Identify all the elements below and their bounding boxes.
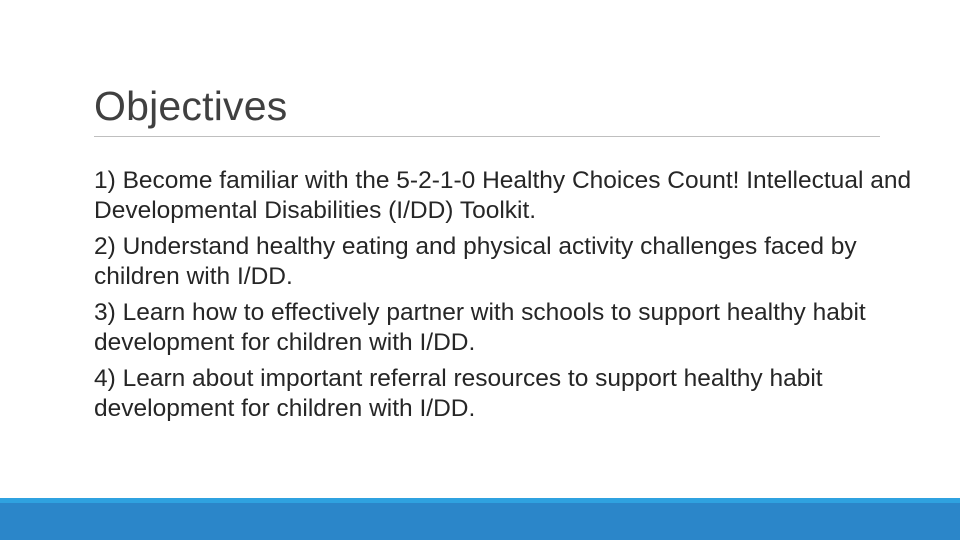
objective-3: 3) Learn how to effectively partner with schools to support healthy habit development for children with I/DD. xyxy=(94,299,866,356)
footer-bar xyxy=(0,498,960,540)
objectives-list xyxy=(94,166,914,430)
objective-1: 1) Become familiar with the 5-2-1-0 Healthy Choices Count! Intellectual and Developmental Disabilities (I/DD) Toolkit. xyxy=(94,167,912,224)
objective-4: 4) Learn about important referral resources to support healthy habit development for children with I/DD. xyxy=(94,365,823,422)
objective-2: 2) Understand healthy eating and physical activity challenges faced by children with I/DD. xyxy=(94,233,857,290)
title-divider xyxy=(94,136,880,137)
slide-title: Objectives xyxy=(94,83,288,129)
footer-bar-highlight xyxy=(0,498,960,503)
